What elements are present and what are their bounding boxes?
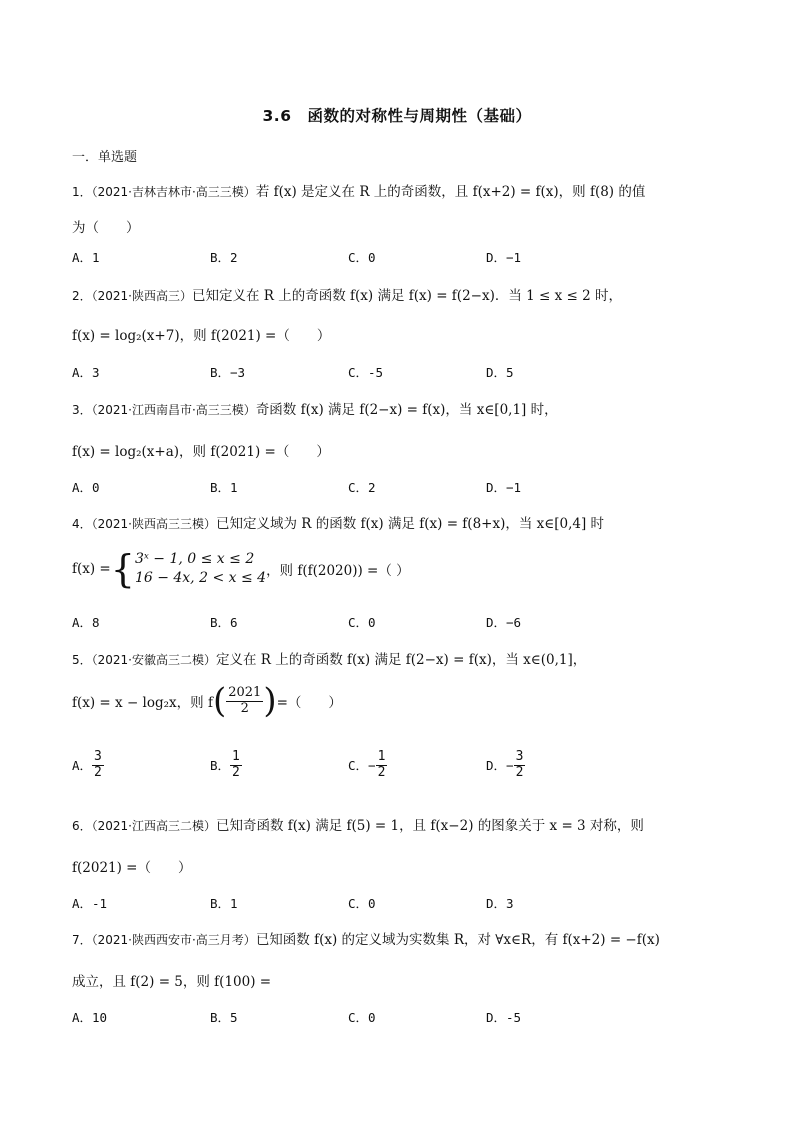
question-7-line-1	[72, 928, 660, 948]
fraction-denominator: 2	[232, 764, 240, 780]
fraction-2021-over-2	[226, 686, 263, 717]
question-4-option-a[interactable]: A．8	[72, 615, 100, 630]
question-4-option-b[interactable]: B．6	[210, 615, 238, 630]
fraction-numerator: 1	[377, 749, 386, 764]
question-3-source: 3．（2021·江西南昌市·高三三模）	[72, 403, 256, 417]
question-5-source: 5．（2021·安徽高三二模）	[72, 653, 216, 667]
fraction-numerator: 3	[94, 749, 102, 764]
piecewise-case-2: 16 − 4x, 2 < x ≤ 4	[134, 570, 267, 586]
question-5-line-1	[72, 648, 586, 668]
question-1-option-a[interactable]: A．1	[72, 250, 100, 265]
question-4-stem: 已知定义域为 R 的函数 f(x) 满足 f(x) = f(8+x)，当 x∈[0,4] 时	[216, 516, 605, 532]
question-4-lhs: f(x) =	[72, 561, 111, 577]
question-1-option-b[interactable]: B．2	[210, 250, 238, 265]
question-4-rhs: ，则 f(f(2020)) =（ ）	[266, 563, 410, 579]
piecewise-brace: {	[110, 547, 135, 591]
question-2-line-2: f(x) = log₂(x+7)，则 f(2021) =（ ）	[72, 328, 331, 344]
question-3-stem: 奇函数 f(x) 满足 f(2−x) = f(x)，当 x∈[0,1] 时，	[255, 402, 558, 418]
question-3-line-2: f(x) = log₂(x+a)，则 f(2021) =（ ）	[72, 444, 330, 460]
option-label: A．	[72, 758, 93, 774]
question-1-source: 1．（2021·吉林吉林市·高三三模）	[72, 185, 256, 199]
question-6-option-a[interactable]: A．-1	[72, 896, 108, 911]
question-6-option-c[interactable]: C．0	[348, 896, 376, 911]
fraction-numerator: 3	[515, 749, 524, 764]
piecewise-case-1: 3ˣ − 1, 0 ≤ x ≤ 2	[134, 551, 255, 567]
fraction-numerator: 2021	[228, 684, 262, 700]
question-7-stem: 已知函数 f(x) 的定义域为实数集 R，对 ∀x∈R，有 f(x+2) = −f(x)	[255, 932, 660, 948]
question-2-option-b[interactable]: B．−3	[210, 365, 246, 380]
option-label: D．	[486, 758, 507, 774]
question-2-option-d[interactable]: D．5	[486, 365, 514, 380]
option-sign: −	[368, 757, 376, 773]
question-7-option-a[interactable]: A．10	[72, 1010, 108, 1025]
question-3-option-d[interactable]: D．−1	[486, 480, 522, 495]
option-fraction	[514, 750, 526, 781]
question-1-option-c[interactable]: C．0	[348, 250, 376, 265]
fraction-denominator: 2	[377, 764, 386, 780]
fraction-numerator: 1	[232, 749, 240, 764]
question-7-option-b[interactable]: B．5	[210, 1010, 238, 1025]
question-7-source: 7．（2021·陕西西安市·高三月考）	[72, 933, 256, 947]
question-7-line-2: 成立，且 f(2) = 5，则 f(100) =	[72, 974, 272, 990]
question-2-stem: 已知定义在 R 上的奇函数 f(x) 满足 f(x) = f(2−x)．当 1 ≤ x ≤ 2 时，	[192, 288, 623, 304]
fraction-denominator: 2	[94, 764, 102, 780]
question-5-option-a[interactable]	[72, 750, 104, 781]
question-4-option-c[interactable]: C．0	[348, 615, 376, 630]
option-label: C．	[348, 758, 369, 774]
question-5-rhs: =（ ）	[276, 695, 342, 711]
section-heading: 一．单选题	[72, 150, 138, 165]
fraction-denominator: 2	[515, 764, 524, 780]
question-5-stem: 定义在 R 上的奇函数 f(x) 满足 f(2−x) = f(x)，当 x∈(0,1]，	[216, 652, 587, 668]
question-4-option-d[interactable]: D．−6	[486, 615, 522, 630]
question-5-option-d[interactable]	[486, 750, 525, 781]
fraction-denominator: 2	[240, 700, 249, 716]
question-4-source: 4．（2021·陕西高三三模）	[72, 517, 216, 531]
question-6-stem: 已知奇函数 f(x) 满足 f(5) = 1，且 f(x−2) 的图象关于 x = 3 对称，则	[216, 818, 644, 834]
question-4-line-2	[72, 547, 410, 591]
question-6-option-d[interactable]: D．3	[486, 896, 514, 911]
option-fraction	[230, 750, 242, 781]
question-7-option-c[interactable]: C．0	[348, 1010, 376, 1025]
question-2-source: 2．（2021·陕西高三）	[72, 289, 192, 303]
question-5-option-b[interactable]	[210, 750, 242, 781]
question-4-line-1	[72, 512, 604, 532]
question-3-option-c[interactable]: C．2	[348, 480, 376, 495]
question-7-option-d[interactable]: D．-5	[486, 1010, 522, 1025]
option-sign: −	[506, 757, 514, 773]
question-3-option-a[interactable]: A．0	[72, 480, 100, 495]
question-1-stem: 若 f(x) 是定义在 R 上的奇函数，且 f(x+2) = f(x)，则 f(8) 的值	[255, 184, 646, 200]
option-fraction	[376, 750, 388, 781]
question-1-line-2: 为（ ）	[72, 220, 140, 236]
page-title: 3.6 函数的对称性与周期性（基础）	[262, 107, 532, 125]
right-paren: )	[263, 681, 277, 721]
left-paren: (	[212, 681, 227, 721]
question-3-line-1	[72, 398, 558, 418]
question-6-option-b[interactable]: B．1	[210, 896, 238, 911]
option-label: B．	[210, 758, 231, 774]
question-3-option-b[interactable]: B．1	[210, 480, 238, 495]
question-1-line-1	[72, 180, 645, 200]
question-6-line-2: f(2021) =（ ）	[72, 860, 192, 876]
question-5-option-c[interactable]	[348, 750, 387, 781]
question-1-option-d[interactable]: D．−1	[486, 250, 522, 265]
question-2-option-c[interactable]: C．-5	[348, 365, 384, 380]
question-6-source: 6．（2021·江西高三二模）	[72, 819, 216, 833]
option-fraction	[92, 750, 104, 781]
question-2-option-a[interactable]: A．3	[72, 365, 100, 380]
piecewise-cases	[135, 550, 266, 588]
question-5-line-2	[72, 681, 342, 721]
question-2-line-1	[72, 284, 622, 304]
question-5-lhs: f(x) = x − log₂x，则 f	[72, 695, 213, 711]
question-6-line-1	[72, 814, 644, 834]
